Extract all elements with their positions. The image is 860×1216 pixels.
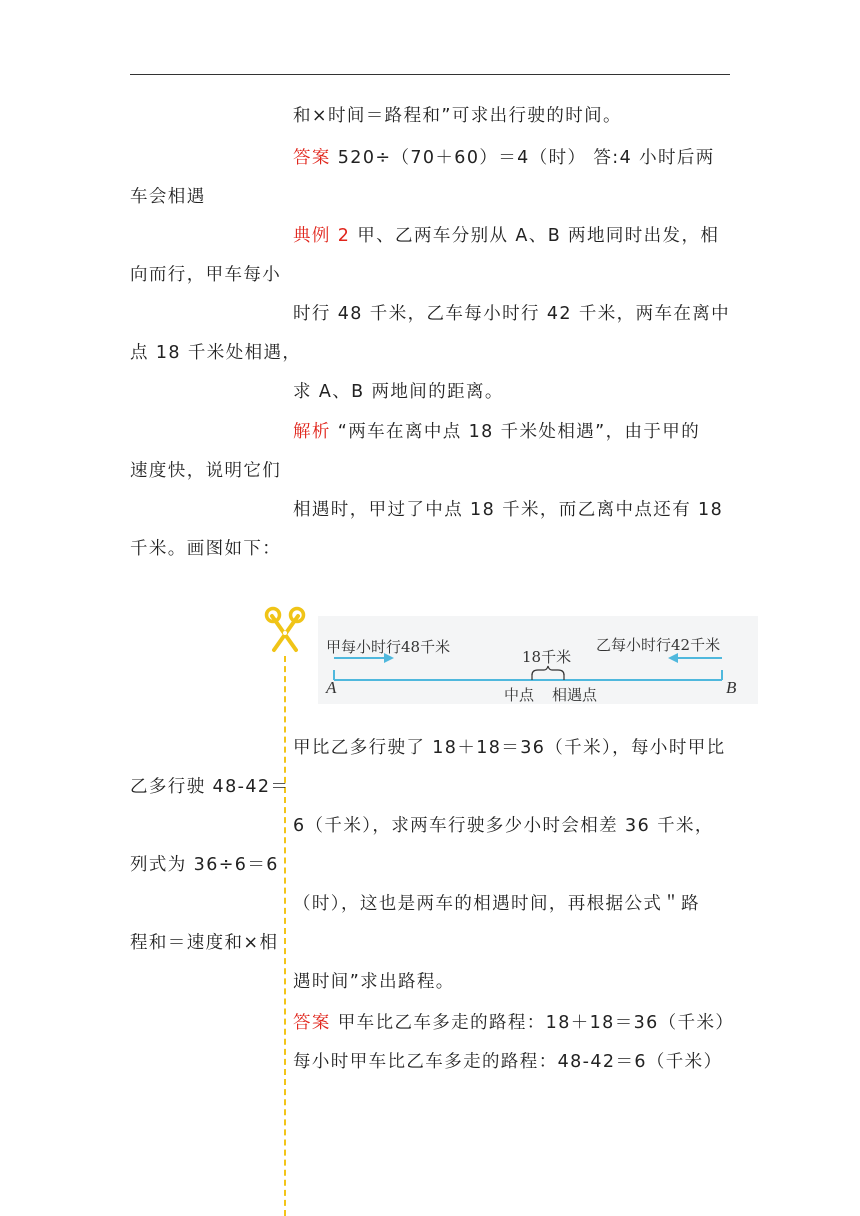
cut-line bbox=[284, 656, 286, 1216]
top-rule bbox=[130, 74, 730, 75]
text-line: 相遇时，甲过了中点 18 千米，而乙离中点还有 18 bbox=[293, 500, 724, 520]
text-line: 列式为 36÷6＝6 bbox=[130, 855, 279, 875]
text-line: 时行 48 千米，乙车每小时行 42 千米，两车在离中 bbox=[293, 304, 731, 324]
text-line: 乙多行驶 48-42＝ bbox=[130, 777, 290, 797]
text-line: （时），这也是两车的相遇时间，再根据公式＂路 bbox=[293, 894, 701, 914]
text-line: 车会相遇 bbox=[130, 187, 206, 207]
scissors-icon bbox=[263, 606, 307, 656]
text-line: 和×时间＝路程和”可求出行驶的时间。 bbox=[293, 106, 622, 126]
midpoint-label: 中点 bbox=[504, 686, 535, 704]
text-line: 程和＝速度和×相 bbox=[130, 933, 279, 953]
text-line: 甲比乙多行驶了 18＋18＝36（千米），每小时甲比 bbox=[293, 738, 726, 758]
text-line: 向而行，甲车每小 bbox=[130, 265, 282, 285]
right-speed-label: 乙每小时行42千米 bbox=[596, 636, 721, 654]
gap-label: 18千米 bbox=[522, 648, 572, 666]
text-line: 点 18 千米处相遇， bbox=[130, 343, 302, 363]
point-a-label: A bbox=[326, 678, 337, 697]
left-speed-label: 甲每小时行48千米 bbox=[326, 638, 451, 656]
text-line: 解析 “两车在离中点 18 千米处相遇”，由于甲的 bbox=[293, 422, 701, 442]
meeting-point-label: 相遇点 bbox=[552, 686, 598, 704]
text-line: 求 A、B 两地间的距离。 bbox=[293, 382, 504, 402]
distance-diagram bbox=[318, 616, 758, 704]
text-line: 典例 2 甲、乙两车分别从 A、B 两地同时出发，相 bbox=[293, 226, 720, 246]
answer-label: 答案 bbox=[293, 1013, 331, 1033]
analysis-label: 解析 bbox=[293, 422, 331, 442]
text-line: 6（千米），求两车行驶多少小时会相差 36 千米， bbox=[293, 816, 714, 836]
example-label: 典例 2 bbox=[293, 226, 351, 246]
answer-label: 答案 bbox=[293, 148, 331, 168]
point-b-label: B bbox=[726, 678, 737, 697]
text-line: 遇时间”求出路程。 bbox=[293, 972, 455, 992]
text-line: 答案 甲车比乙车多走的路程：18＋18＝36（千米） bbox=[293, 1013, 735, 1033]
text-line: 千米。画图如下： bbox=[130, 539, 282, 559]
text-line: 速度快，说明它们 bbox=[130, 461, 282, 481]
text-line: 每小时甲车比乙车多走的路程：48-42＝6（千米） bbox=[293, 1052, 723, 1072]
text-line: 答案 520÷（70＋60）＝4（时） 答:4 小时后两 bbox=[293, 148, 715, 168]
